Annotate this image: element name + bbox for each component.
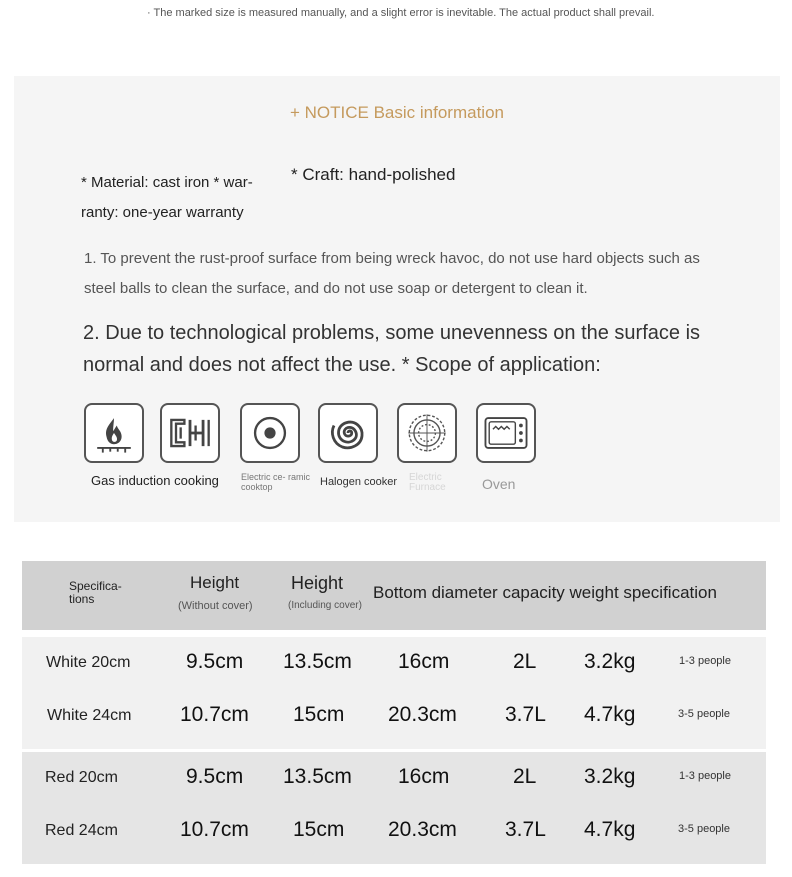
row-weight: 4.7kg <box>584 703 636 726</box>
icon-label: Electric ce- ramic cooktop <box>241 472 311 492</box>
header-height-including-cover-sub: (Including cover) <box>288 600 362 611</box>
row-diameter: 16cm <box>398 650 450 673</box>
row-people: 3-5 people <box>678 823 730 835</box>
row-name: Red 24cm <box>45 822 118 839</box>
oven-icon <box>476 403 536 463</box>
row-name: Red 20cm <box>45 769 118 786</box>
row-weight: 3.2kg <box>584 765 636 788</box>
table-band-white <box>22 637 766 749</box>
row-capacity: 3.7L <box>505 818 546 841</box>
row-people: 1-3 people <box>679 770 731 782</box>
row-weight: 4.7kg <box>584 818 636 841</box>
row-people: 1-3 people <box>679 655 731 667</box>
row-height-including-cover: 13.5cm <box>283 765 352 788</box>
row-height-without-cover: 9.5cm <box>186 765 244 788</box>
icon-label: Oven <box>482 476 516 492</box>
row-name: White 24cm <box>47 707 132 724</box>
row-capacity: 2L <box>513 650 537 673</box>
row-diameter: 16cm <box>398 765 450 788</box>
material-warranty-text: * Material: cast iron * war- ranty: one-year warranty <box>81 174 253 221</box>
row-diameter: 20.3cm <box>388 703 457 726</box>
usage-note: 2. Due to technological problems, some unevenness on the surface is normal and does not affect the use. * Scope of application: <box>83 322 701 376</box>
ceramic-cooktop-icon <box>240 403 300 463</box>
icon-label: Electric Furnace <box>409 472 446 493</box>
row-height-including-cover: 15cm <box>293 818 345 841</box>
header-height-without-cover-sub: (Without cover) <box>178 600 253 612</box>
craft-text: * Craft: hand-polished <box>291 165 456 184</box>
notice-title: + NOTICE Basic information <box>290 103 504 122</box>
induction-coil-icon <box>160 403 220 463</box>
table-header <box>22 561 766 630</box>
measurement-note: · The marked size is measured manually, and a slight error is inevitable. The actual product shall prevail. <box>147 7 655 19</box>
row-height-including-cover: 15cm <box>293 703 345 726</box>
header-height-without-cover: Height <box>190 573 240 592</box>
row-height-including-cover: 13.5cm <box>283 650 352 673</box>
row-diameter: 20.3cm <box>388 818 457 841</box>
header-other-columns: Bottom diameter capacity weight specification <box>373 583 717 602</box>
gas-flame-icon <box>84 403 144 463</box>
row-capacity: 2L <box>513 765 537 788</box>
row-people: 3-5 people <box>678 708 730 720</box>
notice-panel <box>14 76 780 522</box>
row-height-without-cover: 10.7cm <box>180 703 249 726</box>
icon-label: Gas induction cooking <box>91 473 219 488</box>
row-name: White 20cm <box>46 654 131 671</box>
electric-furnace-icon <box>397 403 457 463</box>
row-capacity: 3.7L <box>505 703 546 726</box>
table-band-red <box>22 752 766 864</box>
row-weight: 3.2kg <box>584 650 636 673</box>
row-height-without-cover: 10.7cm <box>180 818 249 841</box>
header-height-including-cover: Height <box>291 573 344 593</box>
row-height-without-cover: 9.5cm <box>186 650 244 673</box>
halogen-spiral-icon <box>318 403 378 463</box>
header-spec: Specifica- tions <box>69 579 122 606</box>
icon-label: Halogen cooker <box>320 476 398 488</box>
care-note: 1. To prevent the rust-proof surface from being wreck havoc, do not use hard objects such as steel balls to clean the surface, and do not use soap or detergent to clean it. <box>84 250 700 297</box>
